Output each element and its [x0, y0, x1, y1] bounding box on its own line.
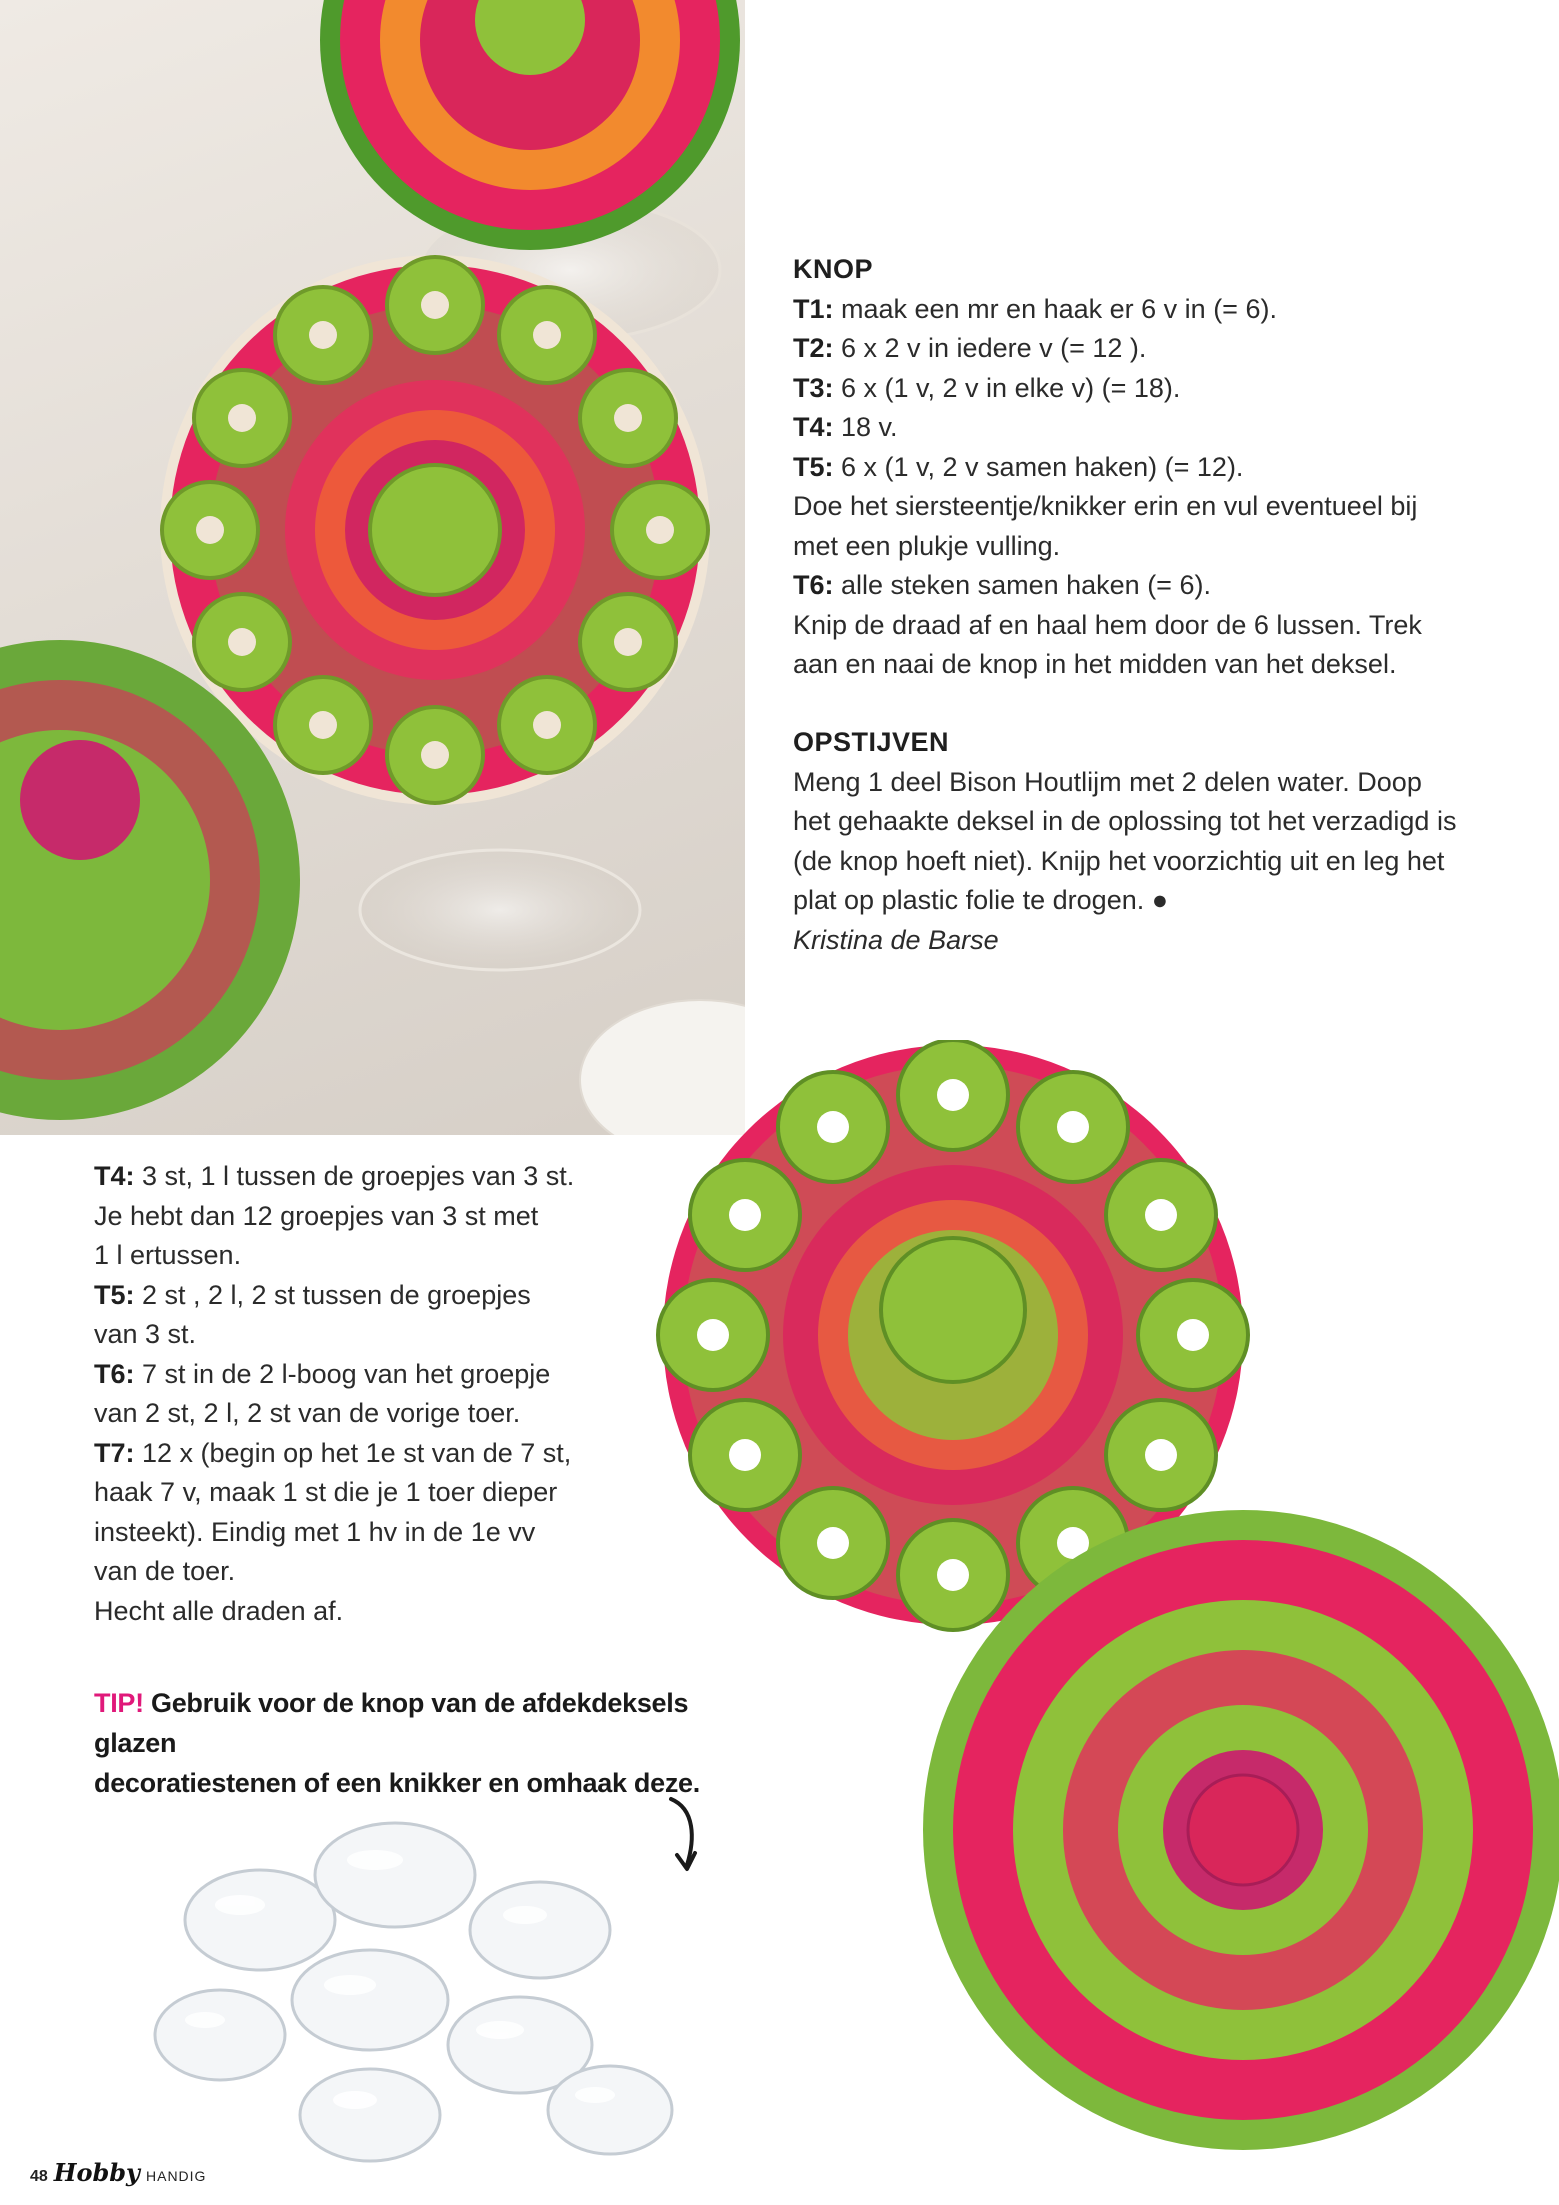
round-line: T6: 7 st in de 2 l-boog van het groepje [94, 1358, 551, 1389]
tip-line-1: TIP! Gebruik voor de knop van de afdekdeksels glazen [94, 1688, 689, 1758]
knop-line: Knip de draad af en haal hem door de 6 lussen. Trek [793, 609, 1422, 640]
photo-glass-stones [140, 1800, 720, 2180]
knop-line: T1: maak een mr en haak er 6 v in (= 6). [793, 293, 1277, 324]
tip-label: TIP! [94, 1688, 144, 1718]
photo-two-crochet-lids [598, 1040, 1559, 2205]
knop-line: T4: 18 v. [793, 412, 898, 442]
round-line: T5: 2 st , 2 l, 2 st tussen de groepjes [94, 1279, 531, 1310]
magazine-logo: Hobby [53, 2158, 140, 2187]
knop-line: aan en naai de knop in het midden van het deksel. [793, 649, 1397, 679]
round-line: van de toer. [94, 1556, 236, 1586]
knop-line: Doe het siersteentje/knikker erin en vul eventueel bij [793, 491, 1418, 521]
photo-crochet-lids-on-glasses [0, 0, 745, 1135]
opstijven-line: plat op plastic folie te drogen. ● [793, 885, 1169, 915]
tip-box [94, 1683, 774, 1803]
round-line: T4: 3 st, 1 l tussen de groepjes van 3 st. [94, 1161, 575, 1191]
round-line: T7: 12 x (begin op het 1e st van de 7 st, [94, 1437, 572, 1468]
knop-line: T3: 6 x (1 v, 2 v in elke v) (= 18). [793, 372, 1181, 403]
round-line: 1 l ertussen. [94, 1240, 242, 1270]
knop-line: met een plukje vulling. [793, 530, 1061, 561]
opstijven-line: Meng 1 deel Bison Houtlijm met 2 delen water. Doop [793, 766, 1422, 797]
tip-line-2: decoratiestenen of een knikker en omhaak deze. [94, 1768, 700, 1798]
opstijven-heading: OPSTIJVEN [793, 727, 950, 757]
knop-line: T5: 6 x (1 v, 2 v samen haken) (= 12). [793, 451, 1244, 482]
knop-heading: KNOP [793, 254, 874, 284]
knop-line: T2: 6 x 2 v in iedere v (= 12 ). [793, 333, 1147, 363]
page-footer [30, 2158, 206, 2187]
knop-line: T6: alle steken samen haken (= 6). [793, 570, 1211, 600]
page-number: 48 [30, 2168, 48, 2185]
round-line: van 3 st. [94, 1319, 197, 1349]
round-line: Hecht alle draden af. [94, 1595, 344, 1626]
magazine-logo-sub: HANDIG [146, 2168, 207, 2184]
opstijven-line: (de knop hoeft niet). Knijp het voorzichtig uit en leg het [793, 845, 1445, 876]
round-line: haak 7 v, maak 1 st die je 1 toer dieper [94, 1477, 558, 1507]
round-line: Je hebt dan 12 groepjes van 3 st met [94, 1200, 539, 1231]
round-line: insteekt). Eindig met 1 hv in de 1e vv [94, 1516, 536, 1547]
author-credit: Kristina de Barse [793, 924, 999, 955]
opstijven-section [793, 723, 1456, 960]
knop-section [793, 250, 1422, 685]
round-line: van 2 st, 2 l, 2 st van de vorige toer. [94, 1398, 521, 1428]
opstijven-line: het gehaakte deksel in de oplossing tot het verzadigd is [793, 806, 1457, 836]
rounds-section [94, 1157, 574, 1631]
